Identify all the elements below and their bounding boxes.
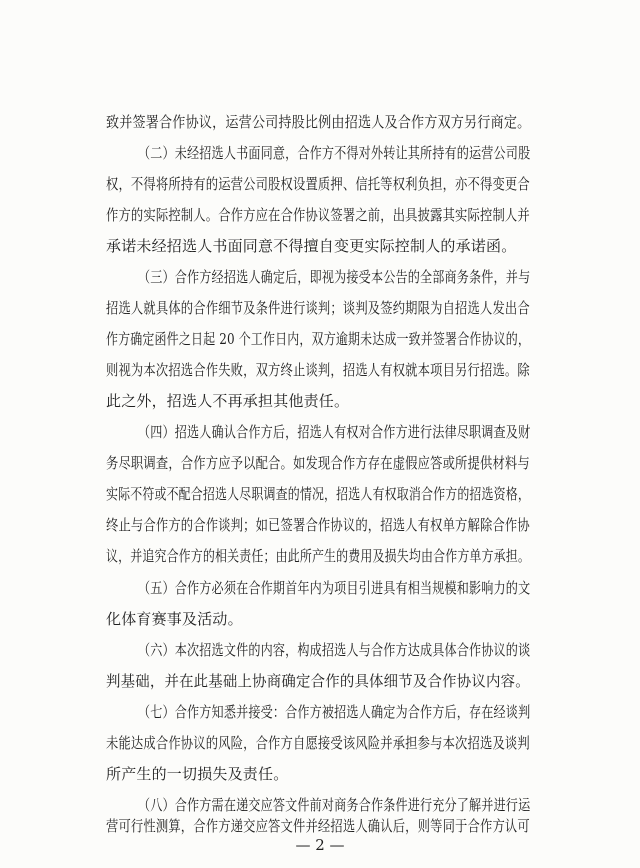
- text-line: （六）本次招选文件的内容，构成招选人与合作方达成具体合作协议的谈: [138, 641, 531, 659]
- text-line: 化体育赛事及活动。: [106, 610, 243, 628]
- text-line: 致并签署合作协议，运营公司持股比例由招选人及合作方双方另行商定。: [106, 113, 531, 131]
- text-line: 务尽职调查，合作方应予以配合。如发现合作方存在虚假应答或所提供材料与: [106, 454, 530, 472]
- text-line: 所产生的一切损失及责任。: [106, 765, 289, 783]
- text-line: 权，不得将所持有的运营公司股权设置质押、信托等权利负担，亦不得变更合: [106, 175, 530, 193]
- text-line: 实际不符或不配合招选人尽职调查的情况，招选人有权取消合作方的招选资格，: [106, 485, 531, 503]
- text-line: 判基础，并在此基础上协商确定合作的具体细节及合作协议内容。: [106, 672, 530, 690]
- text-line: 作方的实际控制人。合作方应在合作协议签署之前，出具披露其实际控制人并: [106, 206, 530, 224]
- text-line: 终止与合作方的合作谈判；如已签署合作协议的，招选人有权单方解除合作协: [106, 516, 530, 534]
- text-line: 招选人就具体的合作细节及条件进行谈判；谈判及签约期限为自招选人发出合: [106, 299, 530, 317]
- text-line: （八）合作方需在递交应答文件前对商务合作条件进行充分了解并进行运: [138, 796, 531, 814]
- text-line: 议，并追究合作方的相关责任；由此所产生的费用及损失均由合作方单方承担。: [106, 547, 531, 565]
- text-line: （二）未经招选人书面同意，合作方不得对外转让其所持有的运营公司股: [138, 144, 531, 162]
- text-line: （七）合作方知悉并接受：合作方被招选人确定为合作方后，存在经谈判: [138, 703, 531, 721]
- text-line: 未能达成合作协议的风险，合作方自愿接受该风险并承担参与本次招选及谈判: [106, 734, 530, 752]
- text-line: （五）合作方必须在合作期首年内为项目引进具有相当规模和影响力的文: [138, 579, 531, 597]
- text-line: 则视为本次招选合作失败，双方终止谈判，招选人有权就本项目另行招选。除: [106, 361, 530, 379]
- text-line: 作方确定函件之日起 20 个工作日内，双方逾期未达成一致并签署合作协议的，: [106, 330, 531, 348]
- text-line: 此之外，招选人不再承担其他责任。: [106, 392, 350, 410]
- page-number: — 2 —: [295, 836, 345, 854]
- text-line: （三）合作方经招选人确定后，即视为接受本公告的全部商务条件，并与: [138, 268, 531, 286]
- text-line: 营可行性测算，合作方递交应答文件并经招选人确认后，则等同于合作方认可: [106, 817, 530, 835]
- text-line: （四）招选人确认合作方后，招选人有权对合作方进行法律尽职调查及财: [138, 423, 531, 441]
- text-line: 承诺未经招选人书面同意不得擅自变更实际控制人的承诺函。: [106, 237, 517, 255]
